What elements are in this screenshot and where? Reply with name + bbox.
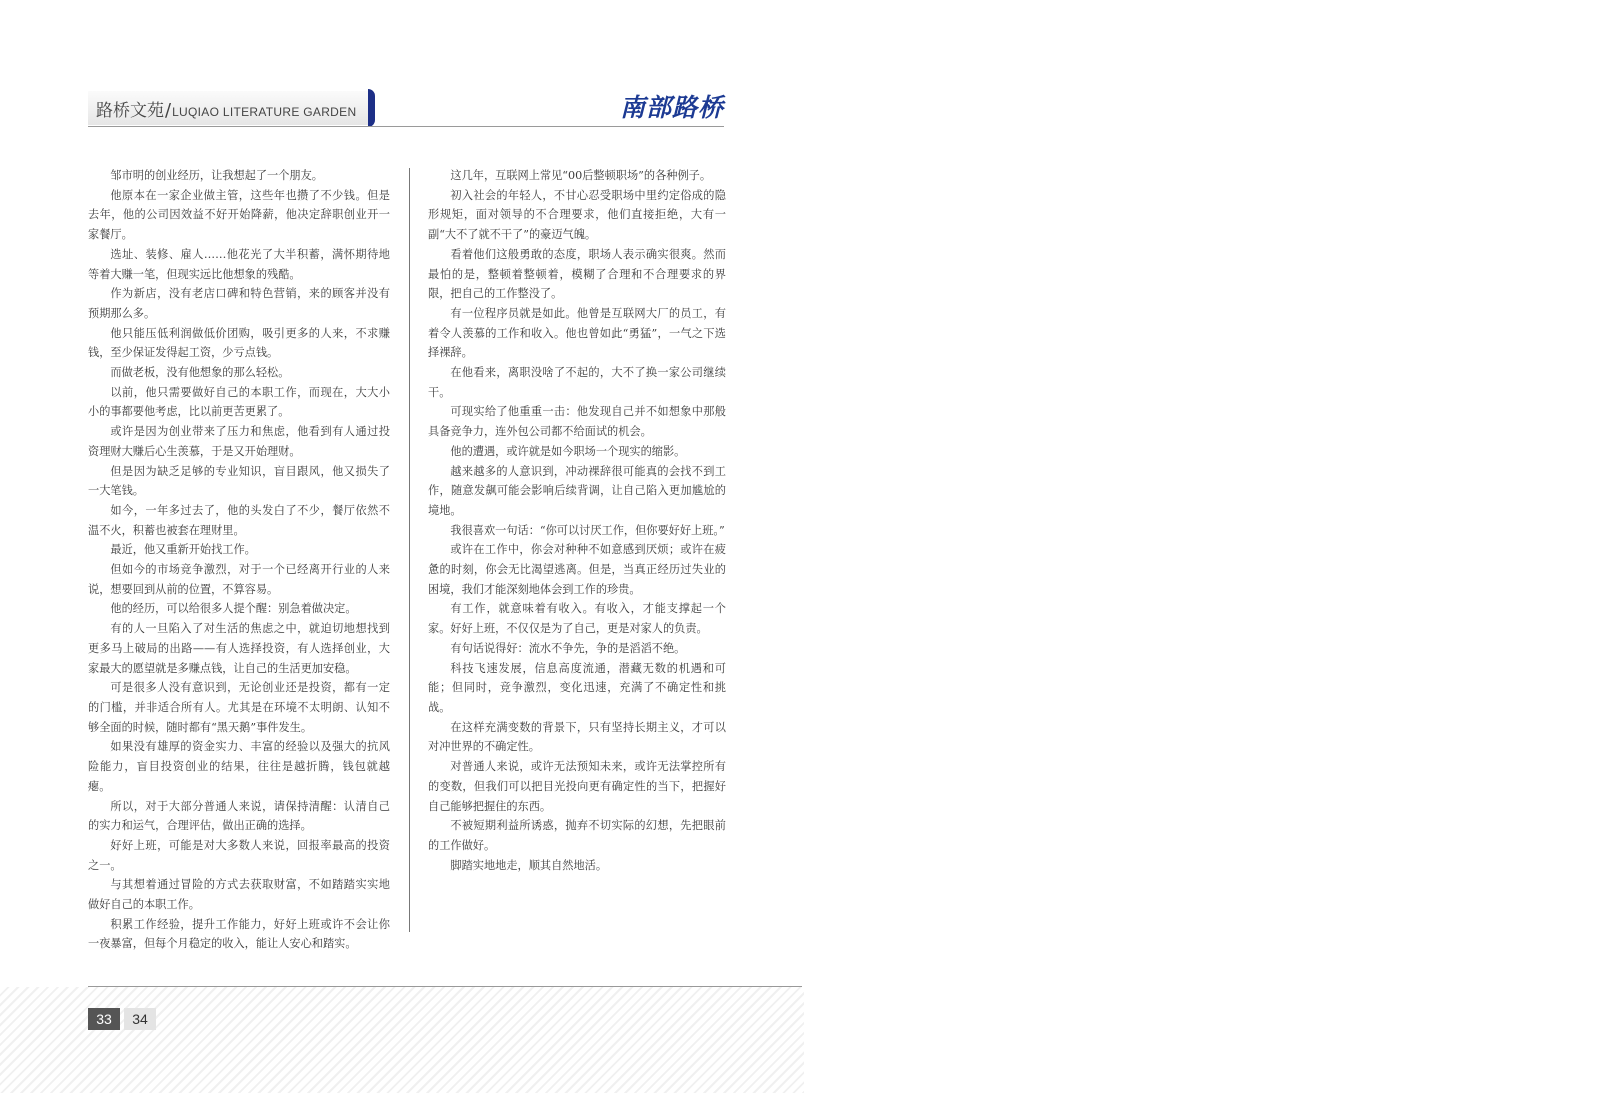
page-number-next: 34 [124, 1008, 156, 1030]
section-tab-accent [368, 89, 375, 127]
magazine-brand-logo: 南部路桥 [619, 93, 724, 122]
paragraph: 不被短期利益所诱惑，抛弃不切实际的幻想，先把眼前的工作做好。 [428, 819, 726, 852]
paragraph: 他的遭遇，或许就是如今职场一个现实的缩影。 [450, 444, 686, 458]
paragraph: 作为新店，没有老店口碑和特色营销，来的顾客并没有预期那么多。 [88, 287, 390, 320]
section-title [96, 96, 356, 121]
paragraph: 他只能压低利润做低价团购，吸引更多的人来，不求赚钱，至少保证发得起工资，少亏点钱。 [88, 326, 390, 360]
paragraph: 科技飞速发展，信息高度流通，潜藏无数的机遇和可能；但同时，竞争激烈，变化迅速，充满了不确定性和挑战。 [428, 661, 726, 714]
paragraph: 这几年，互联网上常见“00后整顿职场”的各种例子。 [450, 169, 712, 182]
footer-rule [88, 986, 802, 987]
paragraph: 邹市明的创业经历，让我想起了一个朋友。 [110, 169, 323, 182]
paragraph: 或许是因为创业带来了压力和焦虑，他看到有人通过投资理财大赚后心生羡慕，于是又开始理财。 [88, 425, 390, 458]
paragraph: 初入社会的年轻人，不甘心忍受职场中里约定俗成的隐形规矩，面对领导的不合理要求，他们直接拒绝，大有一副“大不了就不干了”的豪迈气魄。 [428, 188, 726, 242]
paragraph: 他的经历，可以给很多人提个醒：别急着做决定。 [110, 602, 357, 616]
section-subtitle: LUQIAO LITERATURE GARDEN [172, 105, 357, 119]
article-right-column [428, 166, 726, 875]
paragraph: 有一位程序员就是如此。他曾是互联网大厂的员工，有着令人羡慕的工作和收入。他也曾如此“勇猛”，一气之下选择裸辞。 [428, 306, 726, 360]
paragraph: 如果没有雄厚的资金实力、丰富的经验以及强大的抗风险能力，盲目投资创业的结果，往往是越折腾，钱包就越瘪。 [88, 740, 390, 793]
paragraph: 可现实给了他重重一击：他发现自己并不如想象中那般具备竞争力，连外包公司都不给面试的机会。 [428, 405, 726, 439]
paragraph: 在他看来，离职没啥了不起的，大不了换一家公司继续干。 [428, 366, 726, 399]
paragraph: 如今，一年多过去了，他的头发白了不少，餐厅依然不温不火，积蓄也被套在理财里。 [88, 503, 390, 537]
paragraph: 积累工作经验，提升工作能力，好好上班或许不会让你一夜暴富，但每个月稳定的收入，能让人安心和踏实。 [88, 917, 390, 951]
article-left-column [88, 166, 390, 954]
page-number-current: 33 [88, 1008, 120, 1030]
paragraph: 选址、装修、雇人……他花光了大半积蓄，满怀期待地等着大赚一笔，但现实远比他想象的残酷。 [88, 247, 390, 281]
paragraph: 看着他们这般勇敢的态度，职场人表示确实很爽。然而最怕的是，整顿着整顿着，模糊了合理和不合理要求的界限，把自己的工作整没了。 [428, 247, 726, 301]
paragraph: 最近，他又重新开始找工作。 [110, 543, 256, 557]
header-rule [88, 126, 724, 127]
section-title-slash: / [165, 100, 172, 121]
paragraph: 对普通人来说，或许无法预知未来，或许无法掌控所有的变数，但我们可以把目光投向更有确定性的当下，把握好自己能够把握住的东西。 [428, 760, 726, 813]
paragraph: 或许在工作中，你会对种种不如意感到厌烦；或许在疲惫的时刻，你会无比渴望逃离。但是，当真正经历过失业的困境，我们才能深刻地体会到工作的珍贵。 [428, 543, 726, 596]
footer-pattern [0, 987, 804, 1093]
paragraph: 但是因为缺乏足够的专业知识，盲目跟风，他又损失了一大笔钱。 [88, 464, 390, 498]
paragraph: 与其想着通过冒险的方式去获取财富，不如踏踏实实地做好自己的本职工作。 [88, 878, 390, 912]
paragraph: 越来越多的人意识到，冲动裸辞很可能真的会找不到工作，随意发飙可能会影响后续背调，让自己陷入更加尴尬的境地。 [428, 464, 726, 517]
paragraph: 而做老板，没有他想象的那么轻松。 [110, 366, 290, 380]
paragraph: 好好上班，可能是对大多数人来说，回报率最高的投资之一。 [88, 838, 390, 872]
paragraph: 可是很多人没有意识到，无论创业还是投资，都有一定的门槛，并非适合所有人。尤其是在环境不太明朗、认知不够全面的时候，随时都有“黑天鹅”事件发生。 [88, 681, 390, 734]
section-title-cn: 路桥文苑 [96, 101, 164, 121]
paragraph: 我很喜欢一句话：“你可以讨厌工作，但你要好好上班。” [450, 523, 725, 537]
paragraph: 但如今的市场竞争激烈，对于一个已经离开行业的人来说，想要回到从前的位置，不算容易。 [88, 563, 390, 596]
paragraph: 所以，对于大部分普通人来说，请保持清醒：认清自己的实力和运气，合理评估，做出正确的选择。 [88, 799, 390, 833]
paragraph: 他原本在一家企业做主管，这些年也攒了不少钱。但是去年，他的公司因效益不好开始降薪，他决定辞职创业开一家餐厅。 [88, 188, 390, 242]
paragraph: 在这样充满变数的背景下，只有坚持长期主义，才可以对冲世界的不确定性。 [428, 720, 726, 754]
page-header [88, 88, 724, 128]
paragraph: 有句话说得好：流水不争先，争的是滔滔不绝。 [450, 641, 686, 655]
paragraph: 有工作，就意味着有收入。有收入，才能支撑起一个家。好好上班，不仅仅是为了自己，更是对家人的负责。 [428, 602, 726, 636]
paragraph: 脚踏实地地走，顺其自然地活。 [450, 858, 608, 872]
column-divider [409, 168, 410, 932]
paragraph: 以前，他只需要做好自己的本职工作，而现在，大大小小的事都要他考虑，比以前更苦更累了。 [88, 385, 390, 419]
paragraph: 有的人一旦陷入了对生活的焦虑之中，就迫切地想找到更多马上破局的出路——有人选择投资，有人选择创业，大家最大的愿望就是多赚点钱，让自己的生活更加安稳。 [88, 622, 390, 675]
